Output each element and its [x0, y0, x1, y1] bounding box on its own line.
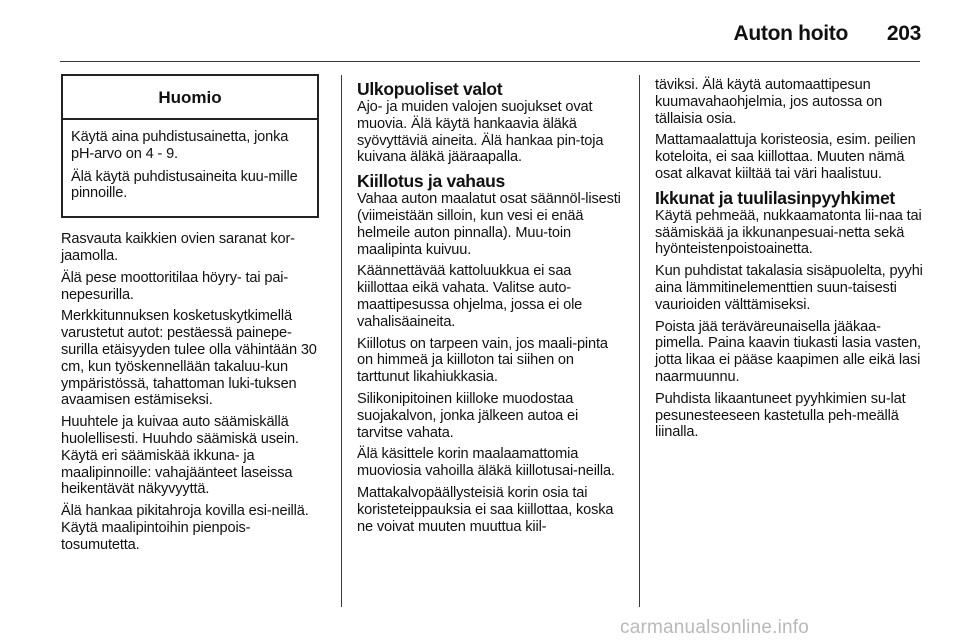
note-line: Käytä aina puhdistusainetta, jonka pH-arvo on 4 - 9.: [71, 129, 289, 162]
column-divider-2: [639, 75, 640, 607]
paragraph: Poista jää teräväreunaisella jääkaa-pimella. Paina kaavin tiukasti lasia vasten, jotta likaa ei pääse kaapimen alle eikä lasi naarmuunnu.: [655, 318, 921, 385]
paragraph: Rasvauta kaikkien ovien saranat kor-jaamolla.: [61, 231, 295, 264]
paragraph: Älä pese moottoritilaa höyry- tai pai-nepesurilla.: [61, 269, 289, 303]
paragraph: Kiillotus on tarpeen vain, jos maali-pinta on himmeä ja kiilloton tai siihen on tarttunut likahiukkasia.: [357, 335, 608, 386]
watermark: carmanualsonline.info: [620, 617, 810, 638]
column-1: [61, 74, 325, 559]
column-divider-1: [341, 75, 342, 607]
paragraph: Mattamaalattuja koristeosia, esim. peilien koteloita, ei saa kiillottaa. Muuten nämä osat alkavat kiiltää tai väri haalistuu.: [655, 132, 916, 182]
column-2: [357, 80, 625, 540]
note-body: [63, 120, 317, 216]
paragraph: Mattakalvopäällysteisiä korin osia tai koristeteippauksia ei saa kiillottaa, koska ne voivat muuten muuttua kiil-: [357, 484, 614, 535]
page-number: 203: [886, 22, 921, 45]
paragraph: Merkkitunnuksen kosketuskytkimellä varustetut autot: pestäessä painepe-surilla etäisyyden tulee olla vähintään 30 cm, kun työskennellään takaluu-kun ympäristössä, tahattoman luki-tuksen avaamisen estämiseksi.: [61, 308, 317, 409]
section-heading: Ulkopuoliset valot: [357, 79, 503, 99]
paragraph: Vahaa auton maalatut osat säännöl-lisesti (viimeistään silloin, kun vesi ei enää helmeile auton pinnalla). Muu-toin maalipinta kuivuu.: [357, 191, 621, 258]
paragraph: Kun puhdistat takalasia sisäpuolelta, pyyhi aina lämmitinelementtien suun-taisesti vaurioiden välttämiseksi.: [655, 263, 923, 313]
paragraph: Käännettävää kattoluukkua ei saa kiillottaa eikä vahata. Valitse auto-maattipesussa ohjelma, jossa ei ole vahalisäaineita.: [357, 263, 583, 330]
note-title: Huomio: [63, 76, 317, 120]
paragraph: Älä hankaa pikitahroja kovilla esi-neillä. Käytä maalipintoihin pienpois-tosumutetta.: [61, 503, 309, 553]
section-title: Auton hoito: [733, 22, 848, 45]
paragraph: Huuhtele ja kuivaa auto säämiskällä huolellisesti. Huuhdo säämiskä usein. Käytä eri säämiskää ikkuna- ja maalipinnoille: vahajäänteet laseissa heikentävät näkyvyyttä.: [61, 414, 299, 498]
page-header: [0, 0, 960, 62]
paragraph: Käytä pehmeää, nukkaamatonta lii-naa tai säämiskää ja ikkunanpesuai-netta sekä hyönteistenpoistoainetta.: [655, 207, 922, 258]
paragraph: Älä käsittele korin maalaamattomia muoviosia vahoilla äläkä kiillotusai-neilla.: [357, 446, 615, 480]
section-heading: Kiillotus ja vahaus: [357, 171, 505, 192]
note-box: [61, 74, 319, 218]
header-divider: [60, 61, 920, 62]
note-line: Älä käytä puhdistusaineita kuu-mille pinnoille.: [71, 168, 298, 202]
paragraph: täviksi. Älä käytä automaattipesun kuumavahaohjelmia, jos autossa on tällaisia osia.: [655, 77, 883, 127]
paragraph: Puhdista likaantuneet pyyhkimien su-lat pesunesteeseen kastetulla peh-meällä liinalla.: [655, 390, 906, 441]
paragraph: Silikonipitoinen kiilloke muodostaa suojakalvon, jonka jälkeen autoa ei tarvitse vahata.: [357, 390, 579, 441]
section-heading: Ikkunat ja tuulilasinpyyhkimet: [655, 187, 895, 208]
paragraph: Ajo- ja muiden valojen suojukset ovat muovia. Älä käytä hankaavia äläkä syövyttäviä aineita. Älä hankaa pin-toja kuivana äläkä jääraapalla.: [357, 99, 604, 166]
column-3: [655, 77, 923, 446]
